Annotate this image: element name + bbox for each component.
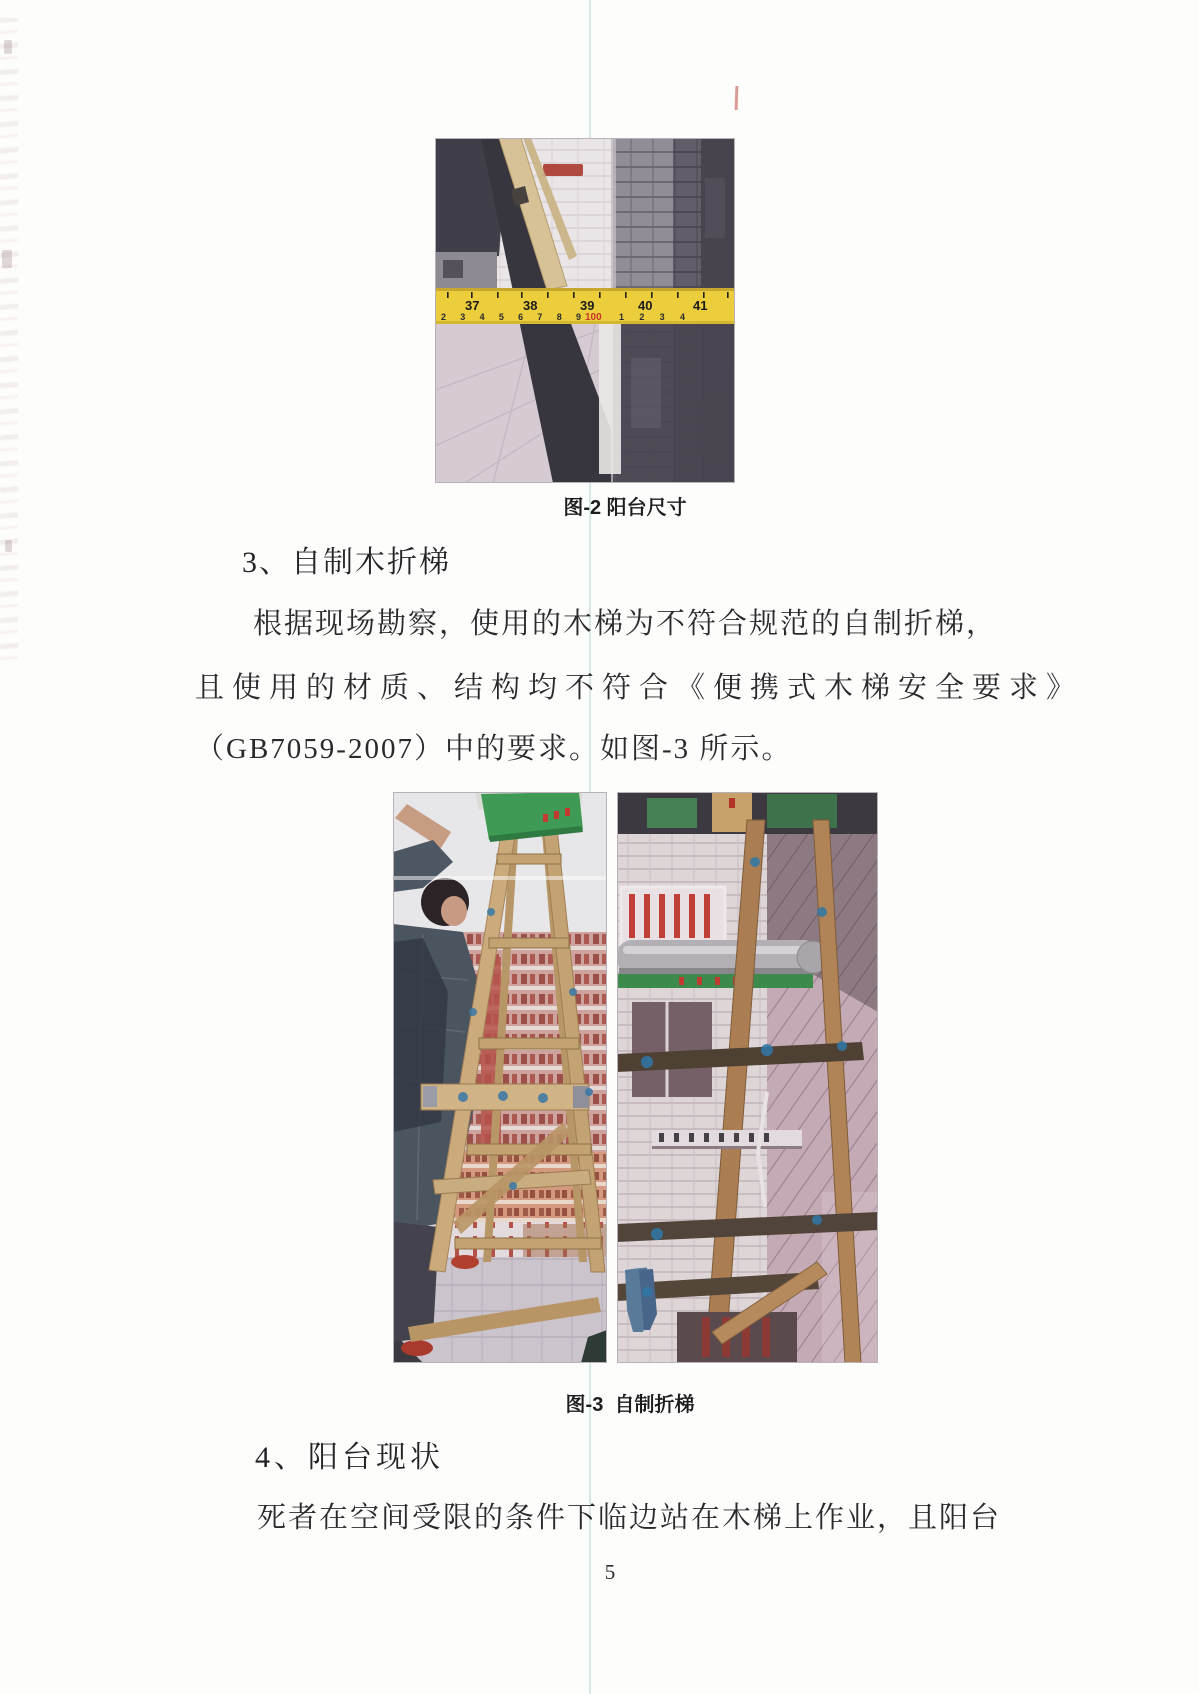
silver-roll: [617, 940, 829, 974]
tape-numbers-small-left: 2 3 4 5 6 7 8 9: [441, 312, 581, 322]
wall-opening: [632, 1002, 712, 1097]
scan-streak: [393, 876, 607, 880]
shadow-patch: [631, 358, 661, 428]
figure-2-caption: 图-2 阳台尺寸: [563, 497, 687, 519]
body-text-line: 死者在空间受限的条件下临边站在木梯上作业，且阳台: [257, 1502, 1002, 1534]
measuring-tape: [435, 288, 735, 324]
figure-3-left-photo: [393, 792, 607, 1363]
svg-text:40: 40: [638, 298, 653, 313]
body-text-line: （GB7059-2007）中的要求。如图-3 所示。: [195, 733, 793, 765]
red-pen-tick: [735, 86, 739, 110]
section-4-heading: 4、阳台现状: [255, 1441, 444, 1474]
figure-3-right-photo: [617, 792, 878, 1363]
svg-text:37: 37: [465, 298, 480, 313]
shelf-row: [652, 1130, 802, 1149]
red-shoe-on-floor: [451, 1255, 479, 1269]
page-number: 5: [604, 1560, 616, 1584]
green-strip: [617, 974, 813, 988]
scan-speck: [4, 40, 12, 54]
face: [441, 896, 467, 926]
body-text-line: 根据现场勘察，使用的木梯为不符合规范的自制折梯，: [253, 608, 998, 640]
svg-text:41: 41: [693, 298, 708, 313]
ladder-photo-right: [617, 792, 878, 1363]
red-shoe: [401, 1340, 433, 1356]
section-3-heading: 3、自制木折梯: [242, 546, 451, 579]
body-text-line: 且使用的材质、结构均不符合《便携式木梯安全要求》: [195, 672, 1084, 704]
hinge-plate: [423, 1086, 437, 1107]
tape-number-100-red: 100: [585, 312, 602, 323]
scan-speck: [2, 250, 12, 268]
scan-speck: [5, 540, 12, 552]
svg-text:38: 38: [523, 298, 538, 313]
tape-numbers-small-right: 1 2 3 4: [619, 312, 685, 322]
ladder-photo-left: [393, 792, 607, 1363]
striped-window: [621, 887, 725, 945]
svg-text:39: 39: [580, 298, 595, 313]
balcony-measurement-photo: [435, 138, 735, 483]
figure-2-photo: [435, 138, 735, 483]
white-wall-corner: [599, 322, 621, 474]
scan-smudge-left-edge: [0, 18, 18, 668]
red-pipe: [543, 164, 583, 176]
figure-3-caption: 图-3 自制折梯: [565, 1394, 695, 1416]
